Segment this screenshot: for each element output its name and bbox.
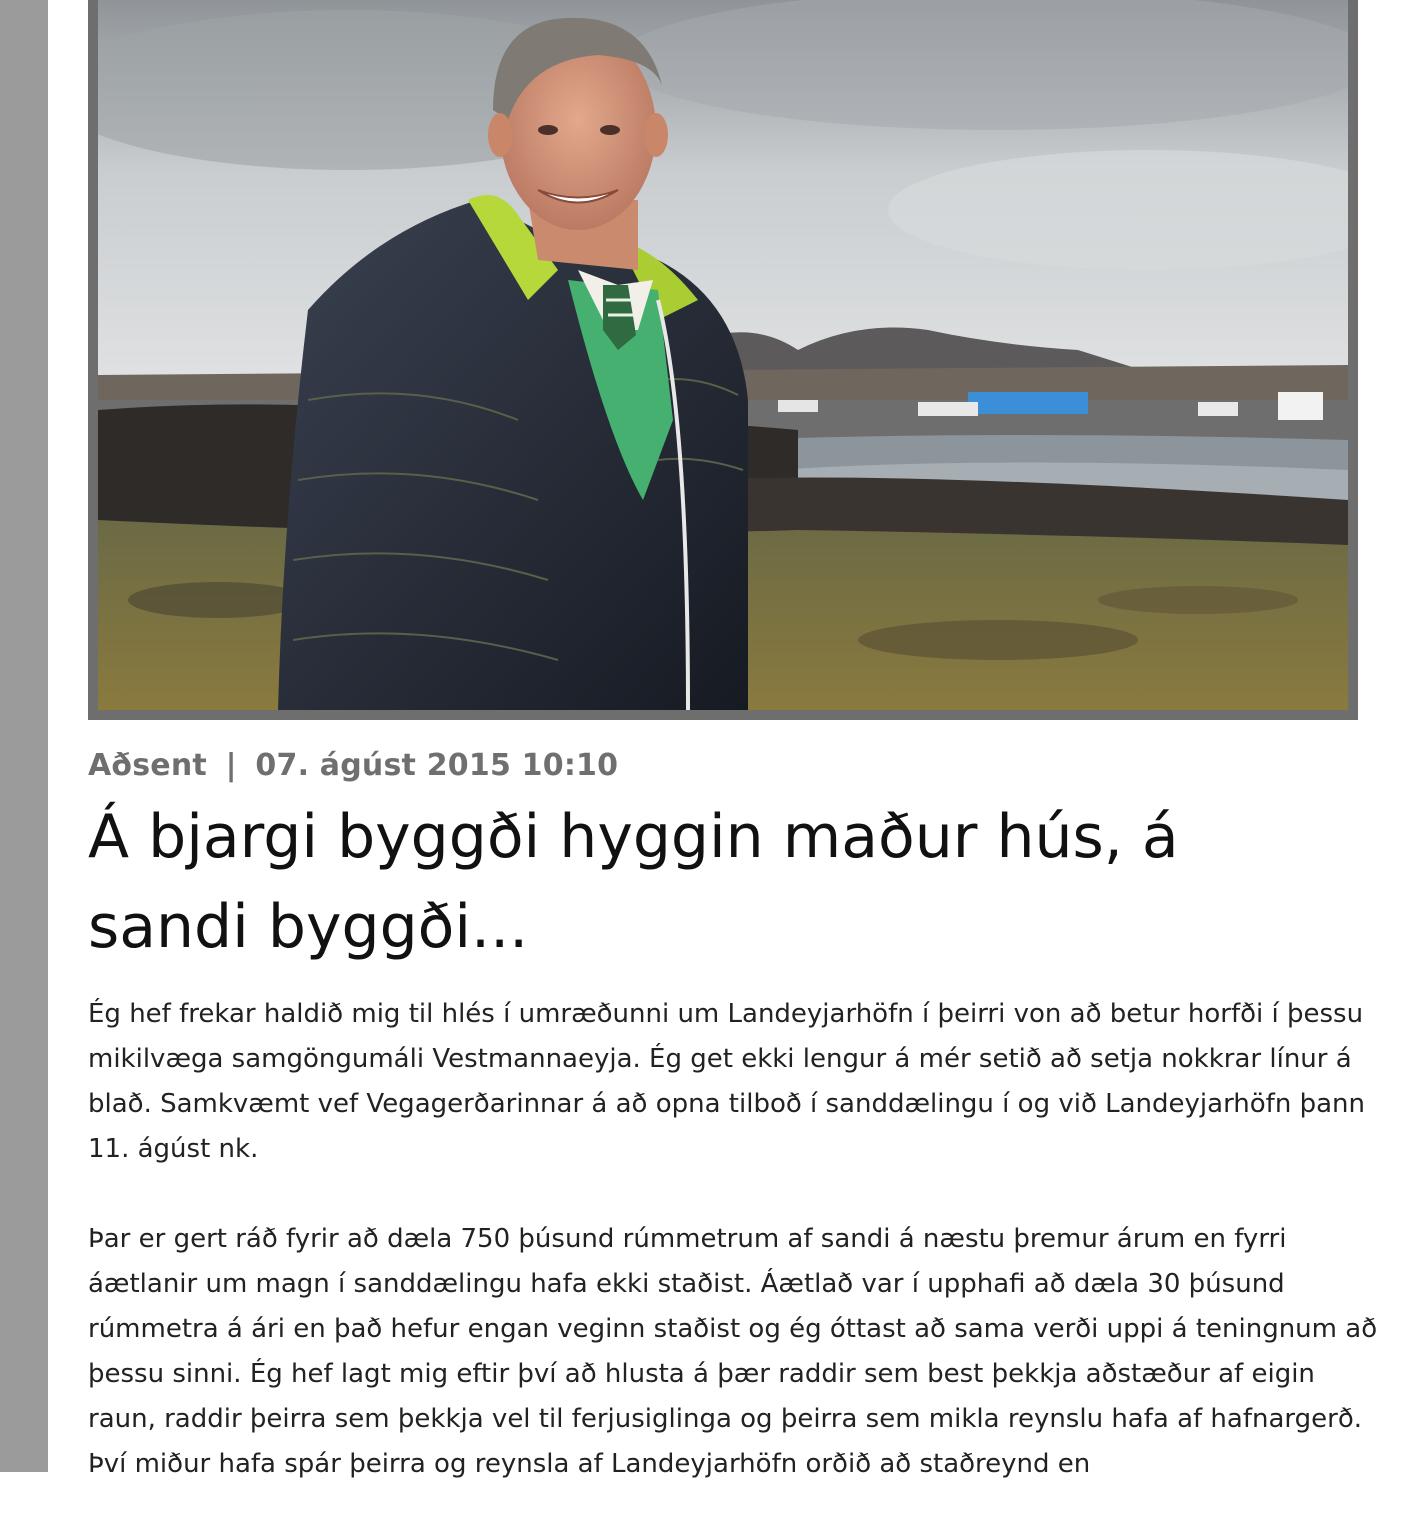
article-category[interactable]: Aðsent bbox=[88, 748, 207, 783]
article-date: 07. ágúst 2015 10:10 bbox=[255, 748, 619, 783]
article-photo bbox=[98, 0, 1348, 710]
article-meta bbox=[88, 746, 1378, 786]
article-paragraph: Þar er gert ráð fyrir að dæla 750 þúsund rúmmetrum af sandi á næstu þremur árum en fyrri áætlanir um magn í sanddælingu hafa ekki staðist. Áætlað var í upphafi að dæla 30 þúsund rúmmetra á ári en það hefur engan veginn staðist og ég óttast að sama verði uppi á teningnum að þessu sinni. Ég hef lagt mig eftir því að hlusta á þær raddir sem best þekkja aðstæður af eigin raun, raddir þeirra sem þekkja vel til ferjusiglinga og þeirra sem mikla reynslu hafa af hafnargerð. Því miður hafa spár þeirra og reynsla af Landeyjarhöfn orðið að staðreynd en bbox=[88, 1224, 1378, 1479]
article-title: Á bjargi byggði hyggin maður hús, á sandi byggði... bbox=[88, 802, 1179, 962]
left-rail bbox=[0, 0, 48, 1472]
article-photo-frame bbox=[88, 0, 1358, 720]
article bbox=[88, 0, 1378, 1532]
article-paragraph: Ég hef frekar haldið mig til hlés í umræðunni um Landeyjarhöfn í þeirri von að betur horfði í þessu mikilvæga samgöngumáli Vestmannaeyja. Ég get ekki lengur á mér setið að setja nokkrar línur á blað. Samkvæmt vef Vegagerðarinnar á að opna tilboð í sanddælingu í og við Landeyjarhöfn þann 11. ágúst nk. bbox=[88, 999, 1365, 1164]
meta-separator: | bbox=[225, 748, 237, 783]
article-body bbox=[88, 992, 1378, 1487]
